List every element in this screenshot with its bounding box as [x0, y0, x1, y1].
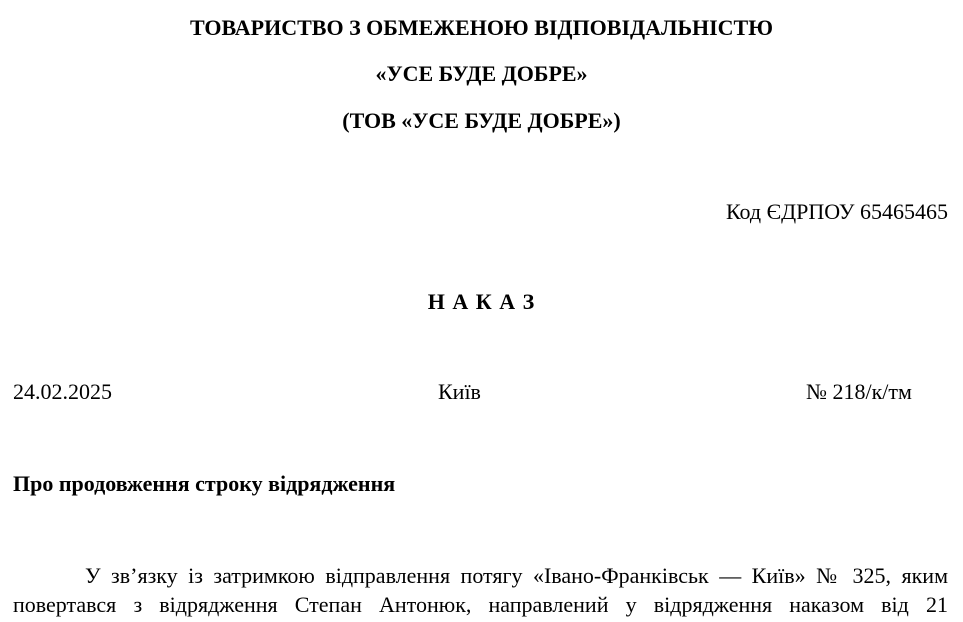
document-subject: Про продовження строку відрядження	[13, 471, 396, 496]
edrpou-code: Код ЄДРПОУ 65465465	[725, 199, 948, 224]
body-paragraph-line-1: У зв’язку із затримкою відправлення потягу «Івано-Франківськ — Київ» № 325, яким	[85, 563, 948, 588]
document-date: 24.02.2025	[13, 379, 112, 404]
organization-name: «УСЕ БУДЕ ДОБРЕ»	[375, 61, 588, 86]
document-title: Н А К А З	[427, 289, 536, 314]
document-city: Київ	[438, 379, 481, 404]
document-number: № 218/к/тм	[806, 379, 912, 404]
body-paragraph-line-2: повертався з відрядження Степан Антонюк, направлений у відрядження наказом від 21	[13, 592, 948, 617]
organization-full-name: ТОВАРИСТВО З ОБМЕЖЕНОЮ ВІДПОВІДАЛЬНІСТЮ	[190, 15, 773, 40]
organization-short-name: (ТОВ «УСЕ БУДЕ ДОБРЕ»)	[342, 108, 621, 133]
